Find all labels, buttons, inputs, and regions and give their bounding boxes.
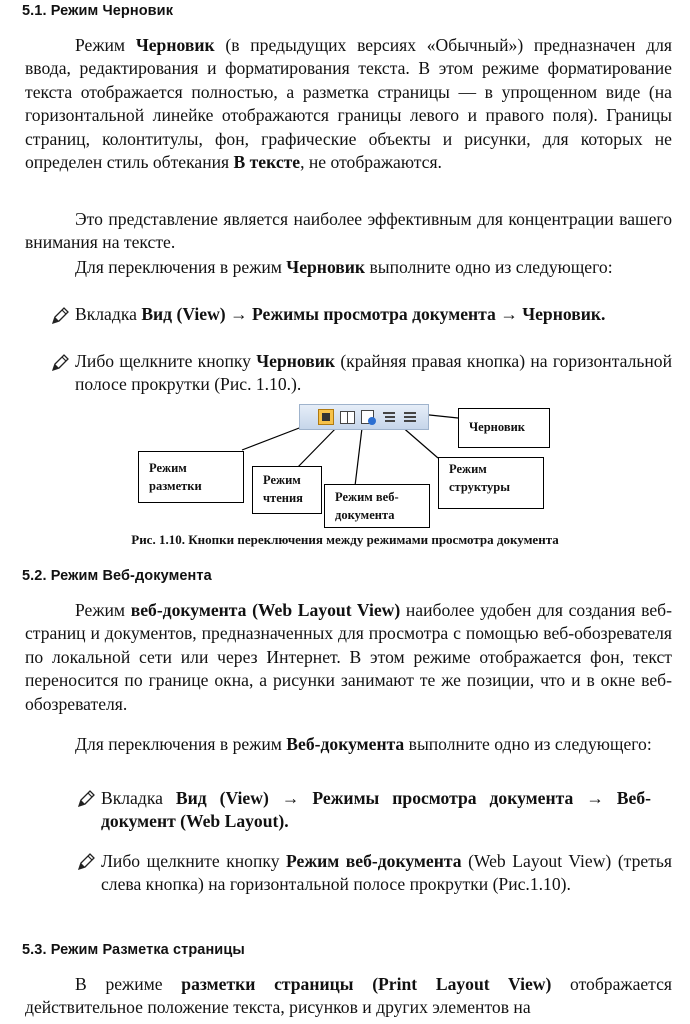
paragraph-web-switch: Для переключения в режим Веб-документа выполните одно из следующего: [75,734,652,754]
section-heading-5-1: 5.1. Режим Черновик [22,3,174,19]
outline-view-icon[interactable] [381,409,397,425]
pencil-icon [76,852,96,872]
view-toolbar [299,404,429,430]
callout-outline: Режим структуры [438,457,544,509]
callout-web-layout: Режим веб-документа [324,484,430,528]
bullet-web-button: Либо щелкните кнопку Режим веб-документа (Web Layout View) (третья слева кнопка) на горизонтальной полосе прокрутки (Рис.1.10). [101,851,672,895]
callout-print-layout: Режим разметки [138,451,244,503]
draft-view-icon[interactable] [402,409,418,425]
callout-draft: Черновик [458,408,550,448]
bullet-draft-tab: Вкладка Вид (View) → Режимы просмотра документа → Черновик. [75,304,606,324]
print-layout-view-icon[interactable] [318,409,334,425]
paragraph-draft-efficiency: Это представление является наиболее эффективным для концентрации вашего внимания на тексте. [25,209,672,253]
bullet-draft-button: Либо щелкните кнопку Черновик (крайняя правая кнопка) на горизонтальной полосе прокрутки (Рис. 1.10.). [75,351,672,395]
web-layout-view-icon[interactable] [360,409,376,425]
callout-reading: Режим чтения [252,466,322,514]
full-screen-reading-view-icon[interactable] [339,409,355,425]
section-heading-5-2: 5.2. Режим Веб-документа [22,568,212,584]
pencil-icon [76,789,96,809]
paragraph-draft-intro: Режим Черновик (в предыдущих версиях «Обычный») предназначен для ввода, редактирования и форматирования текста. В этом режиме форматирование текста отображается полностью, а разметка страницы — в упрощенном виде (на горизонтальной линейке отображаются границы левого и правого поля). Границы страниц, колонтитулы, фон, графические объекты и рисунки, для которых не определен стиль обтекания В тексте, не отображаются. [25,35,673,173]
section-heading-5-3: 5.3. Режим Разметка страницы [22,942,245,958]
paragraph-print-layout-intro: В режиме разметки страницы (Print Layout View) отображается действительное положение текста, рисунков и других элементов на [25,974,672,1018]
paragraph-web-intro: Режим веб-документа (Web Layout View) наиболее удобен для создания веб-страниц и документов, предназначенных для просмотра с помощью веб-обозревателя по локальной сети или через Интернет. В этом режиме отображается фон, текст переносится по границе окна, а рисунки занимают те же позиции, что и в окне веб-обозревателя. [25,600,672,714]
paragraph-draft-switch: Для переключения в режим Черновик выполните одно из следующего: [75,257,613,277]
figure-caption: Рис. 1.10. Кнопки переключения между режимами просмотра документа [131,532,559,547]
bullet-web-tab: Вкладка Вид (View) → Режимы просмотра документа → Веб-документ (Web Layout). [101,788,652,832]
